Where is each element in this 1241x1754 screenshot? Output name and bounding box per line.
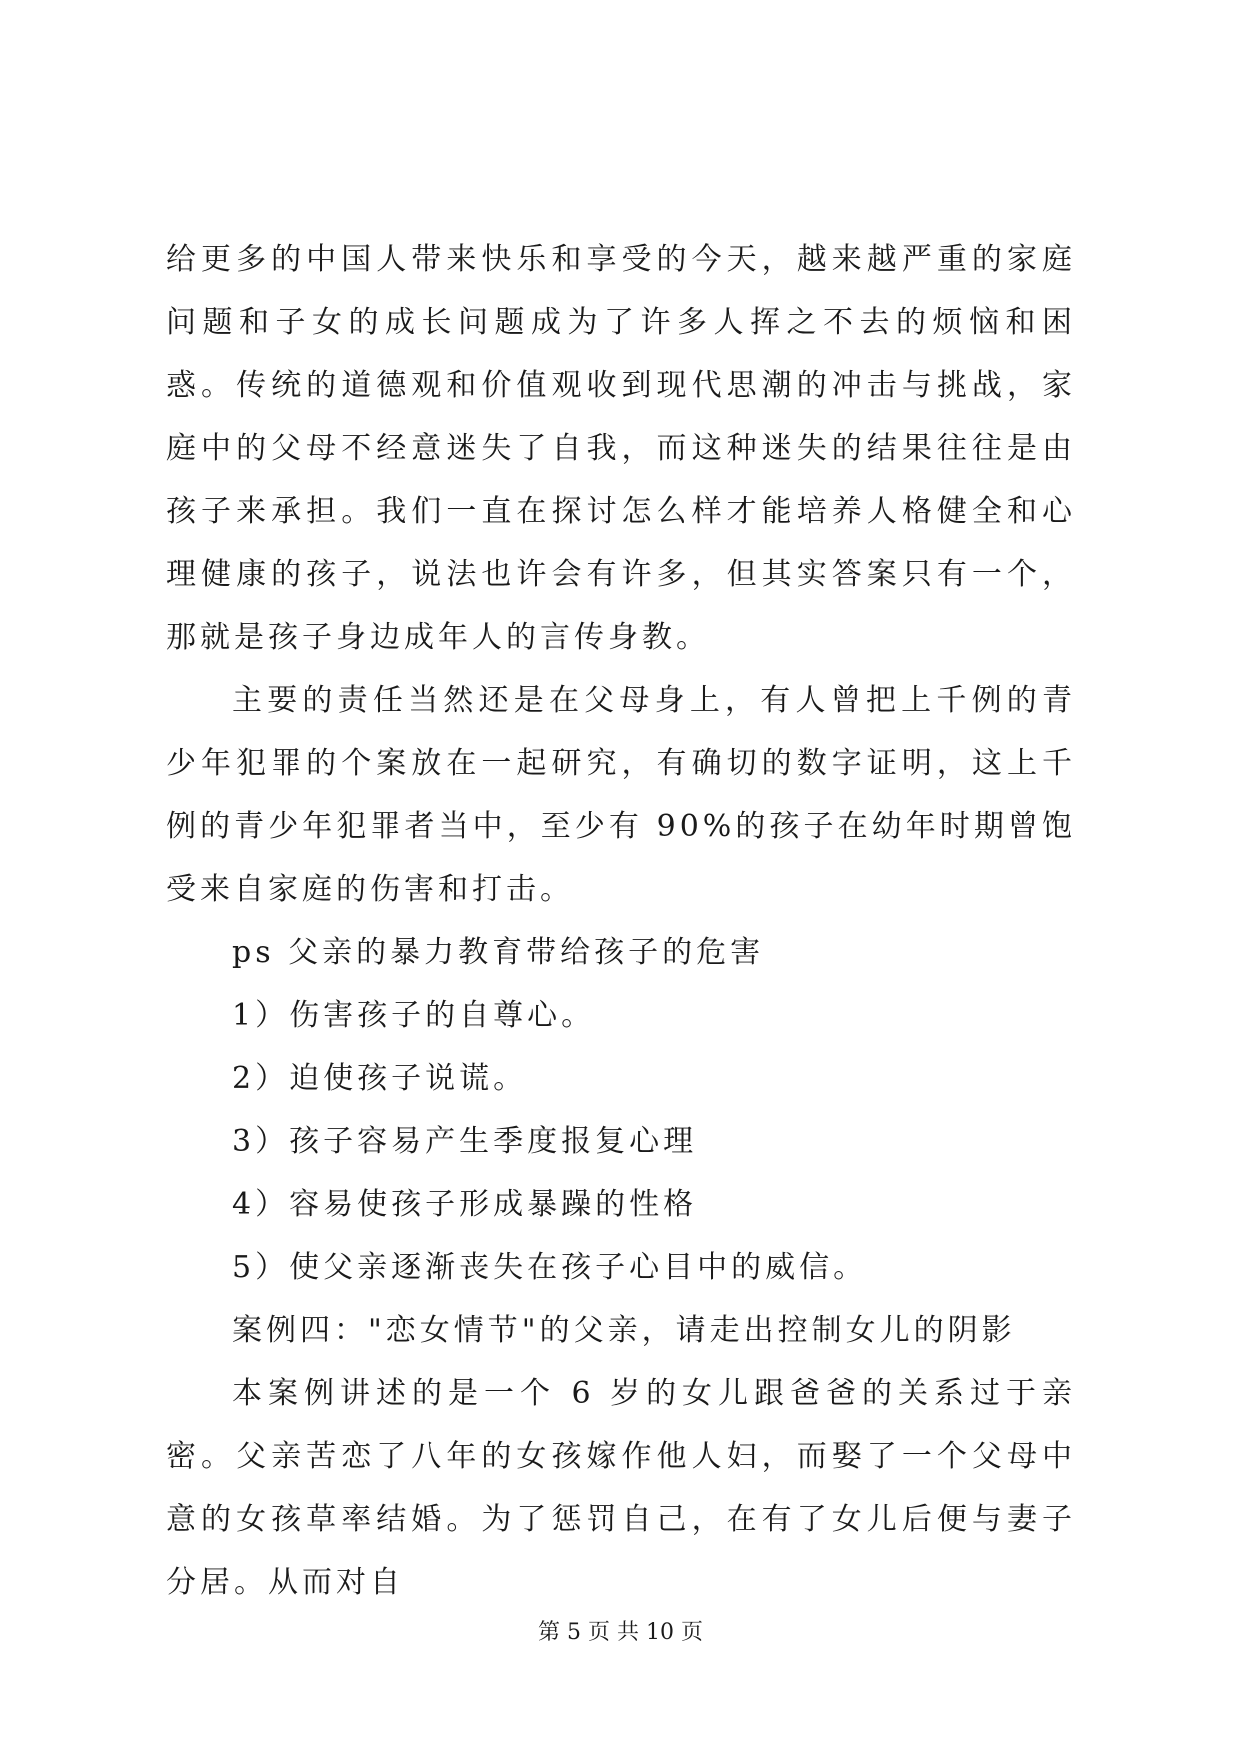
document-body	[166, 228, 1076, 1614]
list-item: 3）孩子容易产生季度报复心理	[232, 1124, 698, 1159]
case-title: 案例四："恋女情节"的父亲，请走出控制女儿的阴影	[232, 1313, 1016, 1348]
list-item: 4）容易使孩子形成暴躁的性格	[232, 1187, 698, 1222]
list-item: 2）迫使孩子说谎。	[232, 1061, 528, 1096]
section-heading-ps: ps 父亲的暴力教育带给孩子的危害	[232, 935, 765, 970]
body-paragraph-case: 本案例讲述的是一个 6 岁的女儿跟爸爸的关系过于亲密。父亲苦恋了八年的女孩嫁作他人妇，而娶了一个父母中意的女孩草率结婚。为了惩罚自己，在有了女儿后便与妻子分居。从而对自	[166, 1376, 1076, 1600]
body-paragraph-responsibility: 主要的责任当然还是在父母身上，有人曾把上千例的青少年犯罪的个案放在一起研究，有确切的数字证明，这上千例的青少年犯罪者当中，至少有 90%的孩子在幼年时期曾饱受来自家庭的伤害和打击。	[166, 683, 1076, 907]
list-item: 1）伤害孩子的自尊心。	[232, 998, 596, 1033]
page-number-footer: 第 5 页 共 10 页	[538, 1620, 703, 1645]
list-item: 5）使父亲逐渐丧失在孩子心目中的威信。	[232, 1250, 868, 1285]
body-paragraph-intro: 给更多的中国人带来快乐和享受的今天，越来越严重的家庭问题和子女的成长问题成为了许多人挥之不去的烦恼和困惑。传统的道德观和价值观收到现代思潮的冲击与挑战，家庭中的父母不经意迷失了自我，而这种迷失的结果往往是由孩子来承担。我们一直在探讨怎么样才能培养人格健全和心理健康的孩子，说法也许会有许多，但其实答案只有一个，那就是孩子身边成年人的言传身教。	[166, 242, 1076, 655]
